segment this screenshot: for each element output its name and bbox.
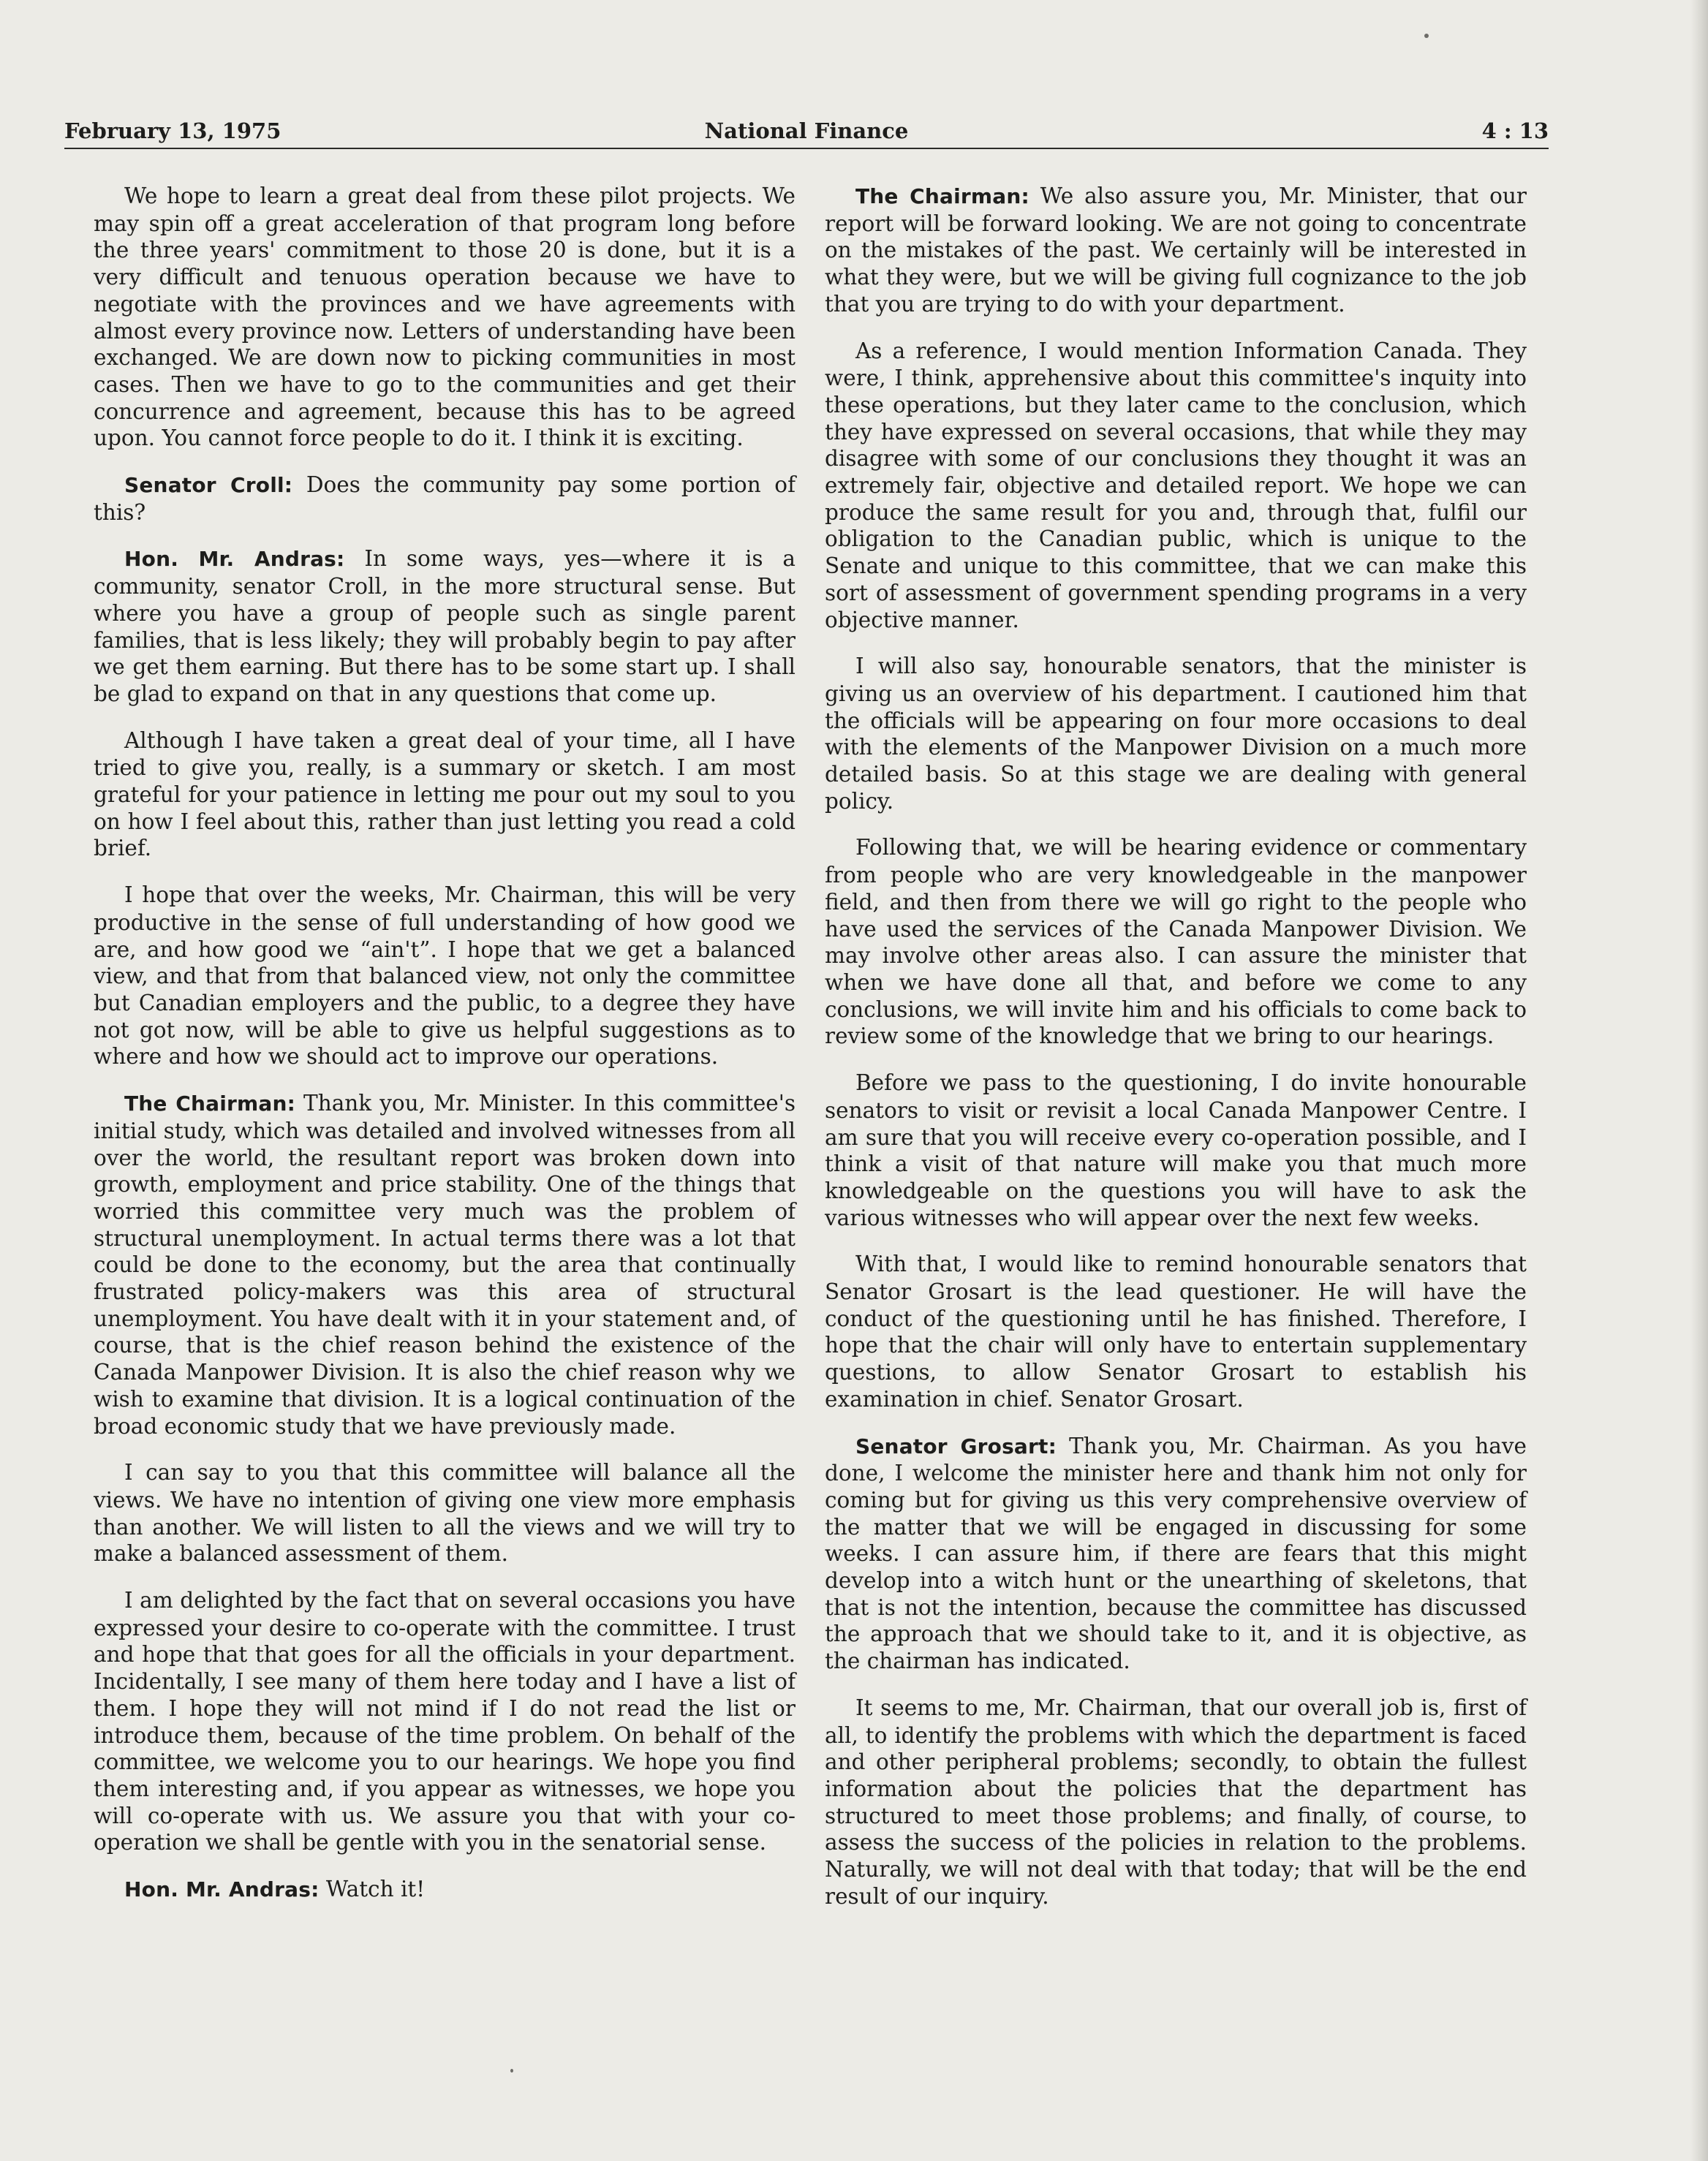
paragraph-text: Does the community pay some portion of this? (94, 472, 796, 525)
speaker-label: The Chairman: (855, 184, 1029, 208)
speaker-label: Senator Grosart: (855, 1434, 1057, 1458)
paragraph-text: I can say to you that this committee will balance all the views. We have no intention of giving one view more emphasis than another. We will listen to all the views and we will try to make a balanced assessment of them. (94, 1460, 796, 1567)
paragraph (825, 1251, 1527, 1412)
paragraph (825, 1433, 1527, 1675)
header-rule (64, 148, 1549, 149)
paragraph-text: As a reference, I would mention Information Canada. They were, I think, apprehensive about this committee's inquity into these operations, but they later came to the conclusion, which they have expressed on several occasions, that while they may disagree with some of our conclusions they thought it was an extremely fair, objective and detailed report. We hope we can produce the same result for you and, through that, fulfil our obligation to the Canadian public, which is unique to the Senate and unique to this committee, that we can make this sort of assessment of government spending programs in a very objective manner. (825, 338, 1527, 632)
paragraph (825, 338, 1527, 634)
paragraph (825, 1695, 1527, 1910)
header-title: National Finance (704, 118, 909, 143)
paragraph-text: I will also say, honourable senators, that the minister is giving us an overview of his department. I cautioned him that the officials will be appearing on four more occasions to deal with the elements of the Manpower Division on a much more detailed basis. So at this stage we are dealing with general policy. (825, 654, 1527, 814)
header-date: February 13, 1975 (64, 118, 281, 143)
binding-edge (1690, 0, 1708, 2161)
paragraph (94, 882, 796, 1070)
paragraph-text: Thank you, Mr. Chairman. As you have done, I welcome the minister here and thank him not only for coming but for giving us this very comprehensive overview of the matter that we will be engaged in discussing for some weeks. I can assure him, if there are fears that this might develop into a witch hunt or the unearthing of skeletons, that that is not the intention, because the committee has discussed the approach that we should take to it, and it is objective, as the chairman has indicated. (825, 1433, 1527, 1674)
dust-speck (510, 2069, 513, 2073)
paragraph-text: With that, I would like to remind honourable senators that Senator Grosart is the lead questioner. He will have the conduct of the questioning until he has finished. Therefore, I hope that the chair will only have to entertain supplementary questions, to allow Senator Grosart to establish his examination in chief. Senator Grosart. (825, 1252, 1527, 1412)
dust-speck (1424, 34, 1429, 38)
paragraph (94, 1090, 796, 1439)
paragraph-text: We also assure you, Mr. Minister, that our report will be forward looking. We are not going to concentrate on the mistakes of the past. We certainly will be interested in what they were, but we will be giving full cognizance to the job that you are trying to do with your department. (825, 183, 1527, 317)
speaker-label: The Chairman: (124, 1091, 296, 1116)
paragraph-text: We hope to learn a great deal from these pilot projects. We may spin off a great acceleration of that program long before the three years' commitment to those 20 is done, but it is a very difficult and tenuous operation because we have to negotiate with the provinces and we have agreements with almost every province now. Letters of understanding have been exchanged. We are down now to picking communities in most cases. Then we have to go to the communities and get their concurrence and agreement, because this has to be agreed upon. You cannot force people to do it. I think it is exciting. (94, 183, 796, 451)
paragraph-text: Although I have taken a great deal of your time, all I have tried to give you, really, is a summary or sketch. I am most grateful for your patience in letting me pour out my soul to you on how I feel about this, rather than just letting you read a cold brief. (94, 727, 796, 861)
running-header (64, 102, 1549, 149)
paragraph-text: I am delighted by the fact that on several occasions you have expressed your desire to co-operate with the committee. I trust and hope that that goes for all the officials in your department. Incidentally, I see many of them here today and I have a list of them. I hope they will not mind if I do not read the list or introduce them, because of the time problem. On behalf of the committee, we welcome you to our hearings. We hope you find them interesting and, if you appear as witnesses, we hope you will co-operate with us. We assure you that with your co-operation we shall be gentle with you in the senatorial sense. (94, 1588, 796, 1855)
header-page-number: 4 : 13 (1481, 118, 1549, 143)
paragraph (825, 1070, 1527, 1231)
speaker-label: Hon. Mr. Andras: (124, 547, 345, 572)
paragraph-text: It seems to me, Mr. Chairman, that our overall job is, first of all, to identify the problems with which the department is faced and other peripheral problems; secondly, to obtain the fullest information about the policies that the department has structured to meet those problems; and finally, of course, to assess the success of the policies in relation to the problems. Naturally, we will not deal with that today; that will be the end result of our inquiry. (825, 1695, 1527, 1909)
paragraph (94, 472, 796, 526)
paragraph (825, 834, 1527, 1050)
paragraph (94, 183, 796, 452)
left-column (94, 183, 796, 1923)
right-column (825, 183, 1527, 1929)
paragraph (825, 653, 1527, 814)
speaker-label: Senator Croll: (124, 473, 293, 498)
paragraph-text: Before we pass to the questioning, I do invite honourable senators to visit or revisit a local Canada Manpower Centre. I am sure that you will receive every co-operation possible, and I think a visit of that nature will make you that much more knowledgeable on the questions you will have to ask the various witnesses who will appear over the next few weeks. (825, 1070, 1527, 1230)
speaker-label: Hon. Mr. Andras: (124, 1877, 320, 1902)
paragraph (825, 183, 1527, 318)
paragraph (94, 727, 796, 863)
paragraph-text: I hope that over the weeks, Mr. Chairman, this will be very productive in the sense of full understanding of how good we are, and how good we “ain't”. I hope that we get a balanced view, and that from that balanced view, not only the committee but Canadian employers and the public, to a degree they have not got now, will be able to give us helpful suggestions as to where and how we should act to improve our operations. (94, 882, 796, 1070)
paragraph (94, 1876, 796, 1904)
paragraph (94, 545, 796, 707)
paragraph (94, 1459, 796, 1567)
paragraph-text: In some ways, yes—where it is a community, senator Croll, in the more structural sense. But where you have a group of people such as single parent families, that is less likely; they will probably begin to pay after we get them earning. But there has to be some start up. I shall be glad to expand on that in any questions that come up. (94, 546, 796, 706)
paragraph-text: Watch it! (325, 1877, 426, 1902)
paragraph-text: Following that, we will be hearing evidence or commentary from people who are very knowledgeable in the manpower field, and then from there we will go right to the people who have used the services of the Canada Manpower Division. We may involve other areas also. I can assure the minister that when we have done all that, and before we come to any conclusions, we will invite him and his officials to come back to review some of the knowledge that we bring to our hearings. (825, 835, 1527, 1049)
paragraph-text: Thank you, Mr. Minister. In this committee's initial study, which was detailed and involved witnesses from all over the world, the resultant report was broken down into growth, employment and price stability. One of the things that worried this committee very much was the problem of structural unemployment. In actual terms there was a lot that could be done to the economy, but the area that continually frustrated policy-makers was this area of structural unemployment. You have dealt with it in your statement and, of course, that is the chief reason behind the existence of the Canada Manpower Division. It is also the chief reason why we wish to examine that division. It is a logical continuation of the broad economic study that we have previously made. (94, 1091, 796, 1439)
paragraph (94, 1587, 796, 1856)
